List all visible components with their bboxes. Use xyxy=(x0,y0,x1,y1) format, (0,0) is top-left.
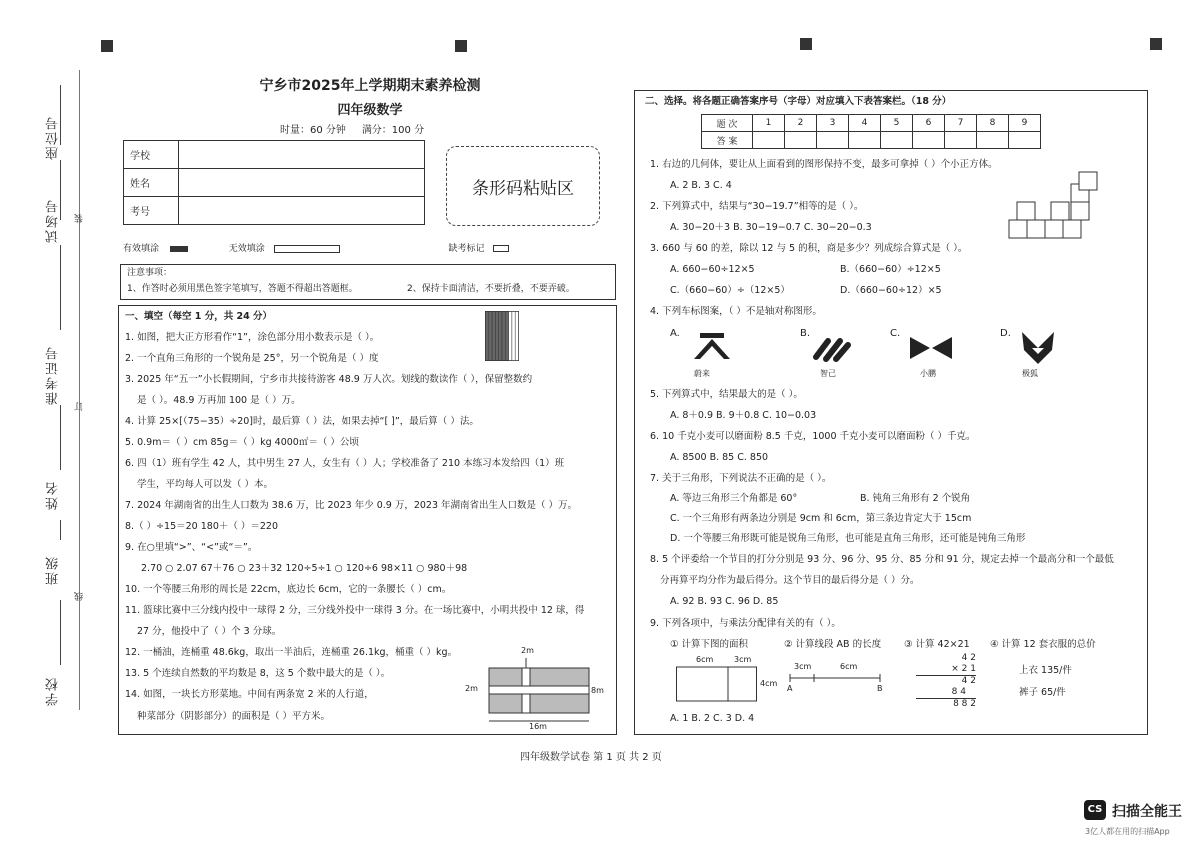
s1-q13: 13. 5 个连续自然数的平均数是 8，这 5 个数中最大的是（ ）。 xyxy=(125,668,391,679)
s1-q9-items: 2.70 ○ 2.07 67＋76 ○ 23＋32 120÷5÷1 ○ 120÷6 98×11 ○ 980＋98 xyxy=(141,563,468,574)
s1-q11a: 11. 篮球比赛中三分线内投中一球得 2 分，三分线外投中一球得 3 分。在一场比赛中，小明共投中 12 球，得 xyxy=(125,605,585,616)
info-name-label: 姓名 xyxy=(124,169,179,197)
s2-q7c: C. 一个三角形有两条边分别是 9cm 和 6cm，第三条边肯定大于 15cm xyxy=(670,513,972,524)
vertical-multiplication xyxy=(916,653,976,710)
s2-q3a: A. 660−60÷12×5 xyxy=(670,264,755,275)
notice-item-1: 1、作答时必须用黑色签字笔填写，答题不得超出答题框。 xyxy=(127,284,358,294)
mult-row: 4 2 xyxy=(961,653,976,663)
decimal-grid-figure xyxy=(485,311,519,361)
logo-label: 极狐 xyxy=(1022,369,1038,378)
time-label: 时量：60 分钟 xyxy=(280,125,346,136)
score-label: 满分：100 分 xyxy=(361,125,425,136)
s2-q5-opts: A. 8＋0.9 B. 9＋0.8 C. 10−0.03 xyxy=(670,410,817,421)
seg-b: B xyxy=(877,684,883,693)
mult-row: 4 2 xyxy=(961,676,976,686)
school-field[interactable] xyxy=(179,141,425,169)
s2-q1: 1. 右边的几何体，要让从上面看到的图形保持不变，最多可拿掉（ ）个小正方体。 xyxy=(650,159,998,170)
s2-q8-opts: A. 92 B. 93 C. 96 D. 85 xyxy=(670,596,779,607)
s2-q9-opts: A. 1 B. 2 C. 3 D. 4 xyxy=(670,713,755,724)
s1-q14a: 14. 如图，一块长方形菜地。中间有两条宽 2 米的人行道， xyxy=(125,689,374,700)
subject-title: 四年级数学 xyxy=(337,103,403,118)
segment-figure xyxy=(786,662,886,702)
notice-box xyxy=(120,264,616,300)
price-top: 上衣 135/件 xyxy=(1019,665,1072,676)
grid-column xyxy=(489,312,492,361)
mult-row: 8 8 2 xyxy=(953,699,976,709)
mult-row: 8 4 xyxy=(916,687,976,699)
car-logos xyxy=(670,326,1130,386)
exam-no-field[interactable] xyxy=(179,197,425,225)
registration-mark xyxy=(455,40,467,52)
grid-column xyxy=(515,312,518,361)
absent-mark-box[interactable] xyxy=(493,245,509,252)
answer-table-num: 3 xyxy=(817,115,849,132)
absent-mark-label: 缺考标记 xyxy=(448,244,485,254)
grid-column xyxy=(512,312,515,361)
s2-q3: 3. 660 与 60 的差，除以 12 与 5 的积，商是多少？列成综合算式是（ ）。 xyxy=(650,243,968,254)
s1-q1: 1. 如图，把大正方形看作“1”，涂色部分用小数表示是（ ）。 xyxy=(125,332,380,343)
s1-q3b: 是（ ）。48.9 万再加 100 是（ ）万。 xyxy=(137,395,301,406)
s2-q1-opts: A. 2 B. 3 C. 4 xyxy=(670,180,732,191)
seg-a: A xyxy=(787,684,793,693)
s2-q7b: B. 钝角三角形有 2 个锐角 xyxy=(860,493,971,504)
answer-table-num: 9 xyxy=(1009,115,1041,132)
fig-8m: 8m xyxy=(591,686,604,695)
s1-q2: 2. 一个直角三角形的一个锐角是 25°，另一个锐角是（ ）度 xyxy=(125,353,379,364)
s1-q3a: 3. 2025 年“五一”小长假期间，宁乡市共接待游客 48.9 万人次。划线的数读作（ ），保留整数约 xyxy=(125,374,533,385)
logo-label: 小鹏 xyxy=(920,369,936,378)
logo-label: 智己 xyxy=(820,369,836,378)
s2-q2-opts: A. 30−20＋3 B. 30−19−0.7 C. 30−20−0.3 xyxy=(670,222,872,233)
logo-letter: B. xyxy=(800,328,811,339)
im-logo xyxy=(810,331,854,365)
page-footer: 四年级数学试卷 第 1 页 共 2 页 xyxy=(520,752,662,763)
fill-legend xyxy=(123,241,509,254)
fig-4cm: 4cm xyxy=(760,679,778,688)
student-name-label: 姓名 xyxy=(46,480,61,510)
s2-q8a: 8. 5 个评委给一个节目的打分分别是 93 分、96 分、95 分、85 分和 91 分，规定去掉一个最高分和一个最低 xyxy=(650,554,1114,565)
scanner-brand: 扫描全能王 xyxy=(1112,804,1182,820)
invalid-fill-swatches xyxy=(274,245,340,253)
seg-6cm: 6cm xyxy=(840,662,858,671)
fig-6cm: 6cm xyxy=(696,655,714,664)
answer-table-num: 1 xyxy=(753,115,785,132)
s1-q6b: 学生，平均每人可以发（ ）本。 xyxy=(137,479,274,490)
arcfox-logo xyxy=(1018,328,1058,366)
s1-q8: 8.（ ）÷15＝20 180＋（ ）＝220 xyxy=(125,521,279,532)
s2-q5: 5. 下列算式中，结果最大的是（ ）。 xyxy=(650,389,803,400)
s1-q4: 4. 计算 25×[（75−35）÷20]时，最后算（ ）法，如果去掉“[ ]”，最后算（ ）法。 xyxy=(125,416,479,427)
s2-q9-item2: ② 计算线段 AB 的长度 xyxy=(784,639,882,650)
nio-logo xyxy=(690,331,734,365)
notice-item-2: 2、保持卡面清洁，不要折叠，不要弄破。 xyxy=(407,284,575,294)
grid-column xyxy=(495,312,498,361)
cube-stack-figure xyxy=(1004,170,1104,245)
s1-q11b: 27 分，他投中了（ ）个 3 分球。 xyxy=(137,626,282,637)
seal-char: 装 xyxy=(75,212,85,223)
answer-table-num: 5 xyxy=(881,115,913,132)
s2-q3b: B.（660−60）÷12×5 xyxy=(840,264,941,275)
section2-title: 二、选择。将各题正确答案序号（字母）对应填入下表答案栏。（18 分） xyxy=(645,96,952,107)
camscanner-logo: CS xyxy=(1084,800,1106,820)
seal-char: 订 xyxy=(75,400,85,411)
barcode-area: 条形码粘贴区 xyxy=(446,146,600,226)
answer-table-num: 4 xyxy=(849,115,881,132)
registration-mark xyxy=(101,40,113,52)
s2-q6: 6. 10 千克小麦可以磨面粉 8.5 千克，1000 千克小麦可以磨面粉（ ）千克。 xyxy=(650,431,976,442)
grid-column xyxy=(492,312,495,361)
s1-q6a: 6. 四（1）班有学生 42 人，其中男生 27 人，女生有（ ）人；学校准备了 210 本练习本发给四（1）班 xyxy=(125,458,565,469)
xpeng-logo xyxy=(906,331,956,365)
s2-q4: 4. 下列车标图案，（ ）不是轴对称图形。 xyxy=(650,306,822,317)
answer-table-num: 7 xyxy=(945,115,977,132)
price-pants: 裤子 65/件 xyxy=(1019,687,1066,698)
room-label: 试场号 xyxy=(46,198,61,243)
valid-fill-swatch xyxy=(170,246,188,252)
s2-q2: 2. 下列算式中，结果与“30−19.7”相等的是（ ）。 xyxy=(650,201,864,212)
s2-q3c: C.（660−60）÷（12×5） xyxy=(670,285,790,296)
section1-title: 一、填空（每空 1 分，共 24 分） xyxy=(125,311,273,322)
answer-table-num: 6 xyxy=(913,115,945,132)
s2-q7a: A. 等边三角形三个角都是 60° xyxy=(670,493,798,504)
s1-q10: 10. 一个等腰三角形的周长是 22cm，底边长 6cm，它的一条腰长（ ）cm。 xyxy=(125,584,452,595)
exam-title: 宁乡市2025年上学期期末素养检测 xyxy=(259,78,481,94)
logo-letter: A. xyxy=(670,328,680,339)
fig-16m: 16m xyxy=(529,722,547,731)
notice-title: 注意事项： xyxy=(127,268,173,278)
grid-column xyxy=(486,312,489,361)
s2-q9: 9. 下列各项中，与乘法分配律有关的有（ ）。 xyxy=(650,618,841,629)
s1-q12: 12. 一桶油，连桶重 48.6kg，取出一半油后，连桶重 26.1kg，桶重（ ）kg。 xyxy=(125,647,458,658)
student-info-table xyxy=(123,140,425,225)
registration-mark xyxy=(800,38,812,50)
grid-column xyxy=(505,312,508,361)
s2-q9-item1: ① 计算下图的面积 xyxy=(670,639,749,650)
valid-fill-label: 有效填涂 xyxy=(123,244,160,254)
fig-2m-top: 2m xyxy=(521,646,534,655)
registration-mark xyxy=(1150,38,1162,50)
scanner-tagline: 3亿人都在用的扫描App xyxy=(1085,827,1170,836)
area-rect-figure xyxy=(676,655,786,703)
s1-q14b: 种菜部分（阴影部分）的面积是（ ）平方米。 xyxy=(137,711,331,722)
section2-content xyxy=(634,90,1146,733)
s2-q8b: 分再算平均分作为最后得分。这个节目的最后得分是（ ）分。 xyxy=(660,575,920,586)
answer-table-head: 题 次 xyxy=(702,115,753,132)
grid-column xyxy=(509,312,512,361)
seg-3cm: 3cm xyxy=(794,662,812,671)
garden-figure xyxy=(465,646,609,731)
answer-table-ans-label: 答 案 xyxy=(702,132,753,149)
exam-meta xyxy=(280,121,424,136)
s2-q9-item3: ③ 计算 42×21 xyxy=(904,639,970,650)
s2-q7: 7. 关于三角形，下列说法不正确的是（ ）。 xyxy=(650,473,832,484)
name-field[interactable] xyxy=(179,169,425,197)
s2-q3d: D.（660−60÷12）×5 xyxy=(840,285,942,296)
logo-label: 蔚来 xyxy=(694,369,710,378)
s1-q7: 7. 2024 年湖南省的出生人口数为 38.6 万，比 2023 年少 0.9 万，2023 年湖南省出生人口数是（ ）万。 xyxy=(125,500,578,511)
grid-column xyxy=(502,312,505,361)
s2-q9-item4: ④ 计算 12 套衣服的总价 xyxy=(990,639,1096,650)
class-label: 班级 xyxy=(46,555,61,585)
mult-row: × 2 1 xyxy=(916,664,976,676)
exam-no-label: 准考证号 xyxy=(46,345,61,405)
logo-letter: C. xyxy=(890,328,901,339)
answer-table-num: 2 xyxy=(785,115,817,132)
seal-char: 线 xyxy=(75,590,85,601)
invalid-fill-label: 无效填涂 xyxy=(228,244,265,254)
seat-label: 座位号 xyxy=(46,115,61,160)
school-label: 学校 xyxy=(46,676,61,706)
fig-2m-left: 2m xyxy=(465,684,478,693)
s2-q6-opts: A. 8500 B. 85 C. 850 xyxy=(670,452,769,463)
info-exam-no-label: 考号 xyxy=(124,197,179,225)
fig-3cm: 3cm xyxy=(734,655,752,664)
logo-letter: D. xyxy=(1000,328,1011,339)
grid-column xyxy=(499,312,502,361)
s1-q9: 9. 在○里填“>”、“<”或“＝”。 xyxy=(125,542,258,553)
answer-table-num: 8 xyxy=(977,115,1009,132)
s1-q5: 5. 0.9m＝（ ）cm 85g＝（ ）kg 4000㎡＝（ ）公顷 xyxy=(125,437,359,448)
fill-in-section xyxy=(118,305,617,735)
s2-q7d: D. 一个等腰三角形既可能是锐角三角形，也可能是直角三角形，还可能是钝角三角形 xyxy=(670,533,1026,544)
info-school-label: 学校 xyxy=(124,141,179,169)
